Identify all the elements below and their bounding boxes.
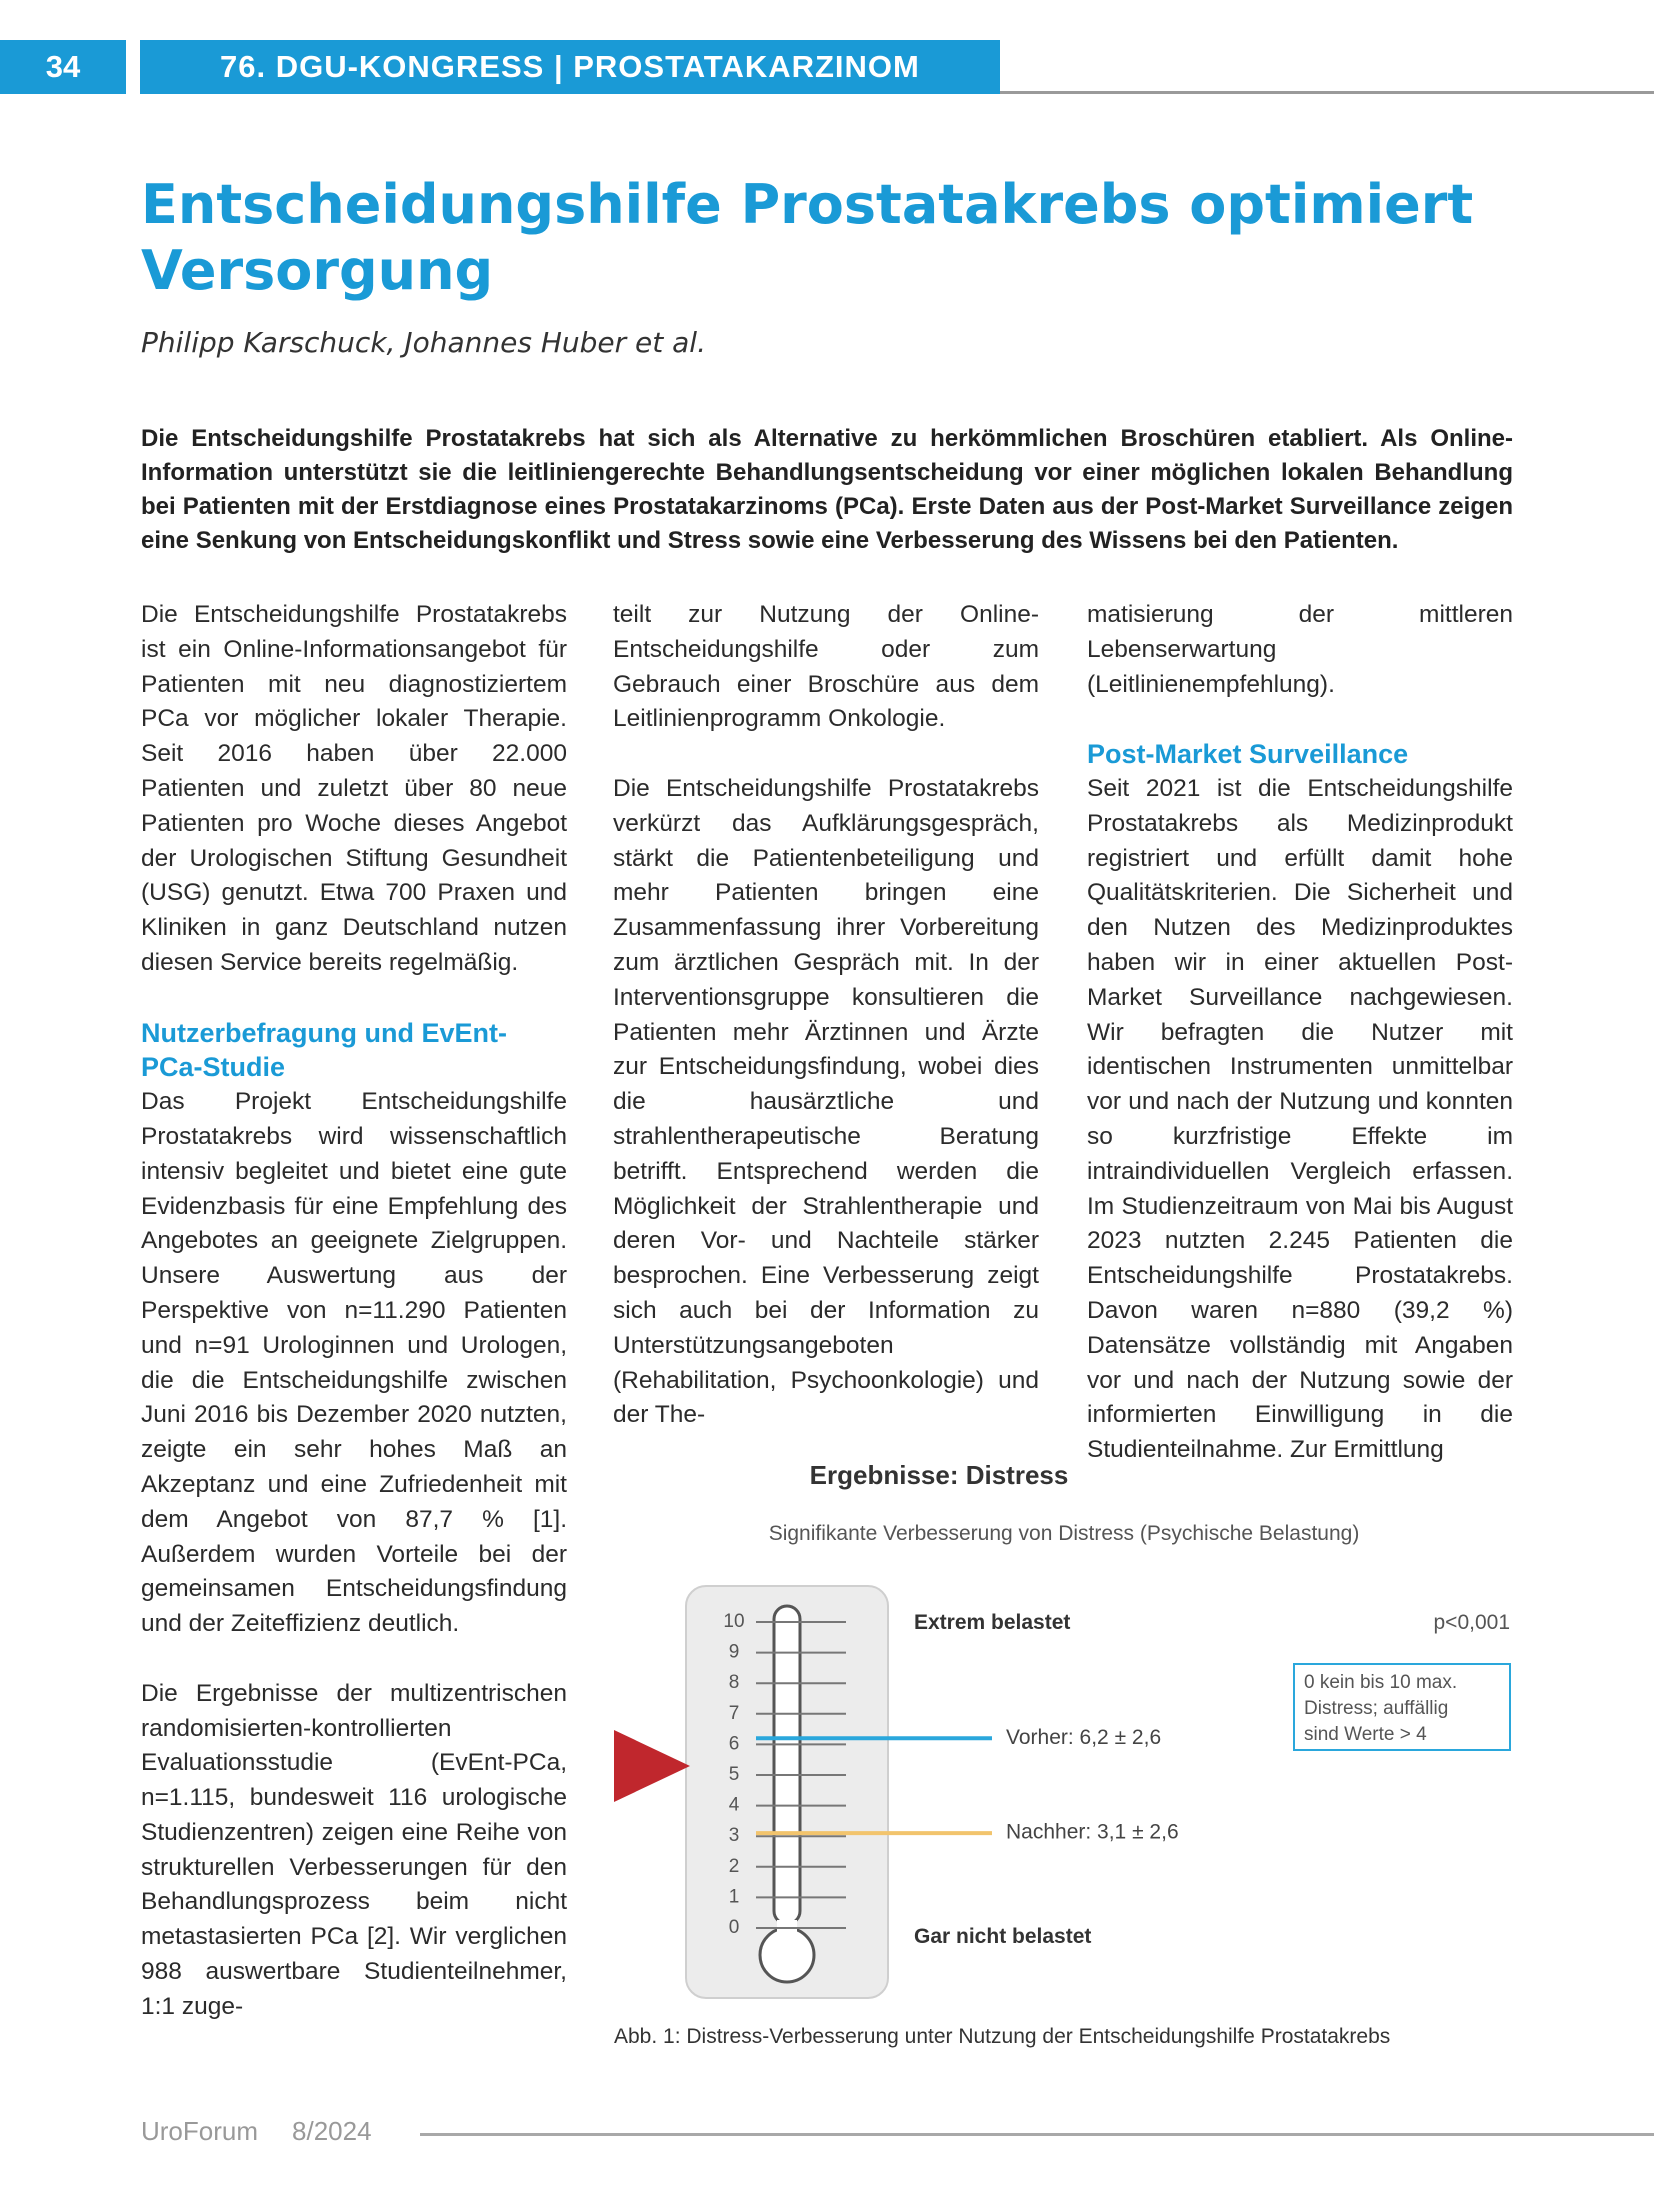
scale-tick-label: 7 (728, 1702, 740, 1724)
legend-line: Distress; auffällig (1304, 1698, 1449, 1719)
scale-tick-label: 0 (728, 1917, 740, 1939)
footer-rule (420, 2133, 1654, 2136)
section-heading: Nutzerbefragung und EvEnt-PCa-Studie (141, 1017, 507, 1083)
legend-line: 0 kein bis 10 max. (1304, 1672, 1458, 1693)
paragraph: matisierung der mittleren Lebenserwartung (Leitlinienempfehlung). (1087, 601, 1513, 698)
bottom-scale-label: Gar nicht belastet (914, 1925, 1092, 1948)
header-rule (1000, 91, 1654, 94)
paragraph: Die Entscheidungshilfe Prostatakrebs ist ein Online-Informationsangebot für Patienten mit neu diagnostiziertem PCa vor möglicher lokaler Therapie. Seit 2016 haben über 22.000 Patienten und zuletzt über 80 neue Patienten pro Woche dieses Angebot der Urologischen Stiftung Gesundheit (USG) genutzt. Etwa 700 Praxen und Kliniken in ganz Deutschland nutzen diesen Service bereits regelmäßig. (141, 601, 567, 976)
p-value: p<0,001 (1433, 1611, 1510, 1634)
scale-tick-label: 2 (728, 1855, 740, 1877)
legend-line: sind Werte > 4 (1304, 1724, 1427, 1745)
figure-title: Ergebnisse: Distress (809, 1460, 1069, 1490)
figure-caption: Abb. 1: Distress-Verbesserung unter Nutzung der Entscheidungshilfe Prostatakrebs (614, 2025, 1391, 2048)
page-number: 34 (0, 40, 126, 94)
scale-tick-label: 3 (728, 1825, 740, 1847)
paragraph: Die Ergebnisse der multizentrischen randomisierten-kontrollierten Evaluationsstudie (EvEnt-PCa, n=1.115, bundesweit 116 urologische Studienzentren) zeigen eine Reihe von strukturellen Verbesserungen für den Behandlungsprozess beim nicht metastasierten PCa [2]. Wir verglichen 988 auswertbare Studienteilnehmer, 1:1 zuge- (141, 1679, 567, 2020)
footer (141, 2116, 372, 2147)
article-lead: Die Entscheidungshilfe Prostatakrebs hat sich als Alternative zu herkömmlichen Broschüren etabliert. Als Online-Information unterstützt sie die leitliniengerechte Behandlungsentscheidung vor einer möglichen lokalen Behandlung bei Patienten mit der Erstdiagnose eines Prostatakarzinoms (PCa). Erste Daten aus der Post-Market Surveillance zeigen eine Senkung von Entscheidungskonflikt und Stress sowie eine Verbesserung des Wissens bei den Patienten. (141, 425, 1513, 554)
section-heading: Post-Market Surveillance (1087, 739, 1409, 770)
text-column-3 (1087, 598, 1513, 1468)
section-header: 76. DGU-KONGRESS | PROSTATAKARZINOM (140, 40, 1000, 94)
thermometer-bulb (760, 1928, 814, 1982)
article-authors: Philipp Karschuck, Johannes Huber et al. (141, 326, 706, 359)
paragraph: Seit 2021 ist die Entscheidungshilfe Prostatakrebs als Medizinprodukt registriert und erfüllt damit hohe Qualitätskriterien. Die Sicherheit und den Nutzen des Medizinproduktes haben wir in einer aktuellen Post-Market Surveillance nachgewiesen. Wir befragten die Nutzer mit identischen Instrumenten unmittelbar vor und nach der Nutzung und konnten so kurzfristige Effekte im intraindividuellen Vergleich erfassen. Im Studienzeitraum von Mai bis August 2023 nutzten 2.245 Patienten die Entscheidungshilfe Prostatakrebs. Davon waren n=880 (39,2 %) Datensätze vollständig mit Angaben vor und nach der Nutzung sowie der informierten Einwilligung in die Studienteilnahme. Zur Ermittlung (1087, 774, 1513, 1464)
paragraph: teilt zur Nutzung der Online-Entscheidungshilfe oder zum Gebrauch einer Broschüre aus dem Leitlinienprogramm Onkologie. (613, 601, 1039, 733)
figure-subtitle: Signifikante Verbesserung von Distress (Psychische Belastung) (768, 1522, 1360, 1545)
paragraph: Das Projekt Entscheidungshilfe Prostatakrebs wird wissenschaftlich intensiv begleitet und bietet eine gute Evidenzbasis für eine Empfehlung des Angebotes an geeignete Zielgruppen. Unsere Auswertung aus der Perspektive von n=11.290 Patienten und n=91 Urologinnen und Urologen, die die Entscheidungshilfe zwischen Juni 2016 bis Dezember 2020 nutzten, zeigte ein sehr hohes Maß an Akzeptanz und eine Zufriedenheit mit dem Angebot von 87,7 % [1]. Außerdem wurden Vorteile bei der gemeinsamen Entscheidungsfindung und der Zeiteffizienz deutlich. (141, 1088, 567, 1638)
article-title: Entscheidungshilfe Prostatakrebs optimiert Versorgung (141, 173, 1474, 302)
paragraph: Die Entscheidungshilfe Prostatakrebs verkürzt das Aufklärungsgespräch, stärkt die Patientenbeteiligung und mehr Patienten bringen eine Zusammenfassung ihrer Vorbereitung zum ärztlichen Gespräch mit. In der Interventionsgruppe konsultieren die Patienten mehr Ärztinnen und Ärzte zur Entscheidungsfindung, wobei dies die hausärztliche und strahlentherapeutische Beratung betrifft. Entsprechend werden die Möglichkeit der Strahlentherapie und deren Vor- und Nachteile stärker besprochen. Eine Verbesserung zeigt sich auch bei der Information zu Unterstützungsangeboten (Rehabilitation, Psychoonkologie) und der The- (613, 774, 1039, 1429)
journal-name: UroForum (141, 2116, 259, 2146)
text-column-2 (613, 598, 1039, 1433)
red-arrow-marker (614, 1730, 690, 1802)
before-label: Vorher: 6,2 ± 2,6 (1006, 1725, 1162, 1749)
after-label: Nachher: 3,1 ± 2,6 (1006, 1820, 1179, 1844)
scale-tick-label: 6 (728, 1733, 740, 1755)
scale-tick-label: 4 (728, 1794, 740, 1816)
issue-number: 8/2024 (292, 2116, 372, 2146)
top-scale-label: Extrem belastet (914, 1611, 1071, 1634)
scale-tick-label: 8 (728, 1672, 740, 1694)
scale-tick-label: 1 (728, 1886, 740, 1908)
distress-figure (614, 1450, 1514, 2010)
text-column-1 (141, 598, 567, 2025)
scale-tick-label: 5 (728, 1764, 740, 1786)
thermometer-tube (774, 1606, 800, 1924)
scale-tick-label: 10 (723, 1611, 745, 1633)
scale-tick-label: 9 (728, 1641, 740, 1663)
